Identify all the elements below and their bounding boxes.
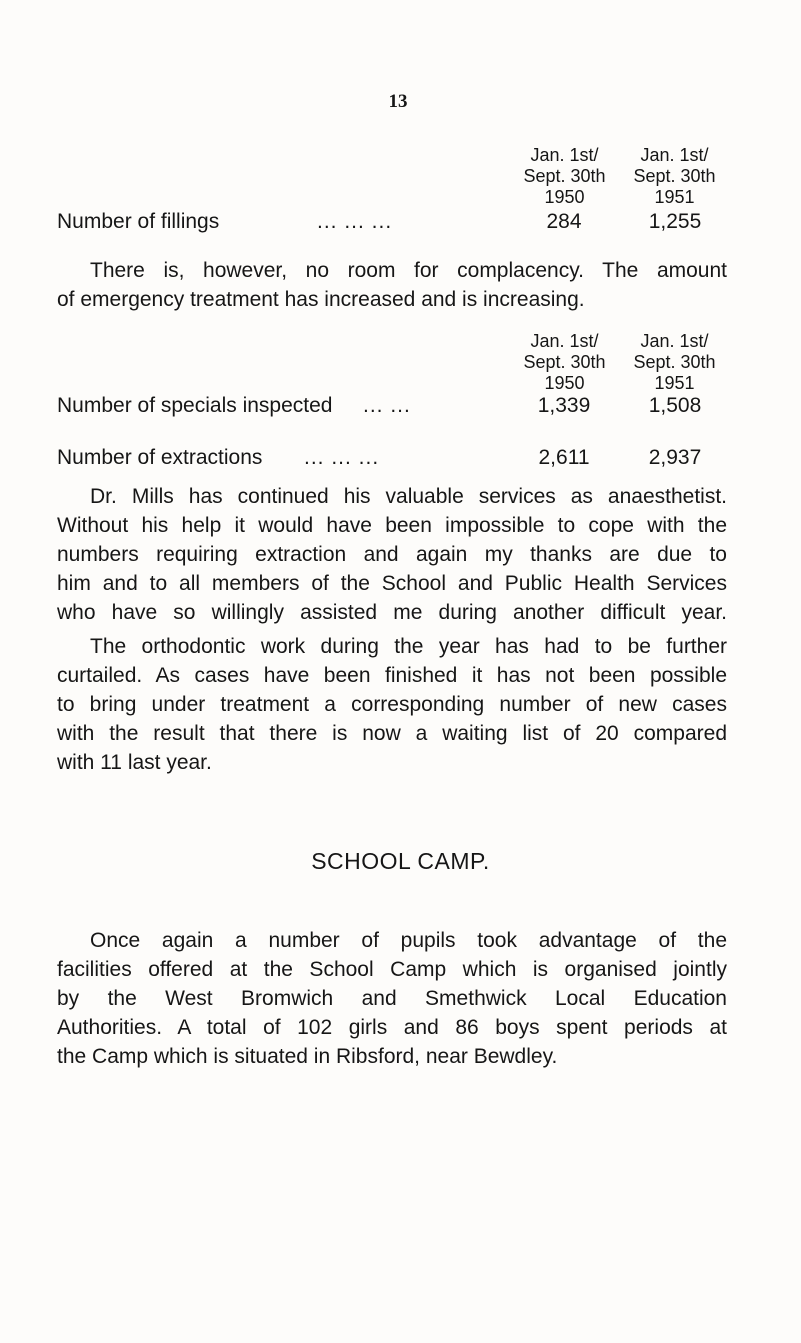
value-1950: 1,339 <box>537 394 591 417</box>
row-label: Number of fillings <box>57 210 220 233</box>
leader-dots: ... ... <box>363 394 411 417</box>
column-header-1951: Jan. 1st/ Sept. 30th 1951 <box>633 331 716 393</box>
value-1950: 2,611 <box>538 446 590 469</box>
page-number: 13 <box>388 91 408 112</box>
value-1950: 284 <box>546 210 582 233</box>
table-row <box>57 210 747 238</box>
table-row <box>57 446 747 474</box>
value-1951: 1,508 <box>648 394 702 417</box>
value-1951: 1,255 <box>648 210 702 233</box>
column-header-1951: Jan. 1st/ Sept. 30th 1951 <box>633 145 716 207</box>
row-label: Number of specials inspected <box>57 394 333 417</box>
complacency-paragraph: There is, however, no room for complacency. The amount of emergency treatment has increased and is increasing. <box>57 259 727 311</box>
school-camp-paragraph: Once again a number of pupils took advantage of the facilities offered at the School Camp which is organised jointly by the West Bromwich and Smethwick Local Education Authorities. A total of 102 girls and 86 boys spent periods at the Camp which is situated in Ribsford, near Bewdley. <box>57 929 727 1068</box>
table-row <box>57 394 747 422</box>
column-header-1950: Jan. 1st/ Sept. 30th 1950 <box>523 331 606 393</box>
column-header-1950: Jan. 1st/ Sept. 30th 1950 <box>523 145 606 207</box>
orthodontic-paragraph: The orthodontic work during the year has had to be further curtailed. As cases have been finished it has not been possible to bring under treatment a corresponding number of new cases with the result that there is now a waiting list of 20 compared with 11 last year. <box>57 635 727 774</box>
row-label: Number of extractions <box>57 446 263 469</box>
section-heading-school-camp: SCHOOL CAMP. <box>311 848 490 874</box>
leader-dots: ... ... ... <box>317 210 393 233</box>
anaesthetist-paragraph: Dr. Mills has continued his valuable services as anaesthetist. Without his help it would have been impossible to cope with the numbers requiring extraction and again my thanks are due to him and to all members of the School and Public Health Services who have so willingly assisted me during another difficult year. <box>57 485 727 624</box>
value-1951: 2,937 <box>648 446 702 469</box>
leader-dots: ... ... ... <box>304 446 380 469</box>
